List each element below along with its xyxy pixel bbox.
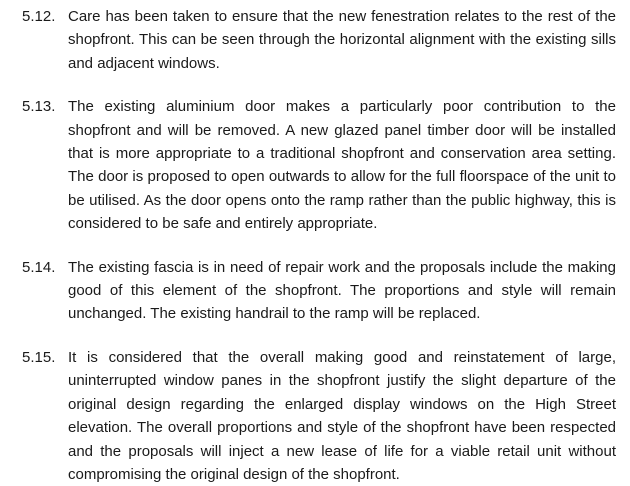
paragraph-text: The existing aluminium door makes a particularly poor contribution to the shopfront and will be removed. A new glazed panel timber door will be installed that is more appropriate to a traditional shopfront and conservation area setting. The door is proposed to open outwards to allow for the full floorspace of the unit to be utilised. As the door opens onto the ramp rather than the public highway, this is considered to be safe and entirely appropriate.: [68, 98, 616, 233]
paragraph-number: 5.13.: [22, 98, 56, 116]
paragraph-5-14: [0, 256, 616, 326]
paragraph-text: The existing fascia is in need of repair work and the proposals include the making good of this element of the shopfront. The proportions and style will remain unchanged. The existing handrail to the ramp will be replaced.: [68, 258, 616, 323]
document-body: [0, 5, 630, 486]
paragraph-text: Care has been taken to ensure that the new fenestration relates to the rest of the shopfront. This can be seen through the horizontal alignment with the existing sills and adjacent windows.: [68, 8, 616, 72]
paragraph-5-12: [0, 5, 616, 75]
paragraph-text: It is considered that the overall making good and reinstatement of large, uninterrupted window panes in the shopfront justify the slight departure of the original design regarding the enlarged display windows on the High Street elevation. The overall proportions and style of the shopfront have been respected and the proposals will inject a new lease of life for a viable retail unit without compromising the original design of the shopfront.: [68, 348, 616, 483]
paragraph-number: 5.12.: [22, 8, 56, 25]
paragraph-number: 5.14.: [22, 258, 56, 276]
paragraph-number: 5.15.: [22, 348, 56, 366]
paragraph-5-13: [0, 95, 616, 235]
